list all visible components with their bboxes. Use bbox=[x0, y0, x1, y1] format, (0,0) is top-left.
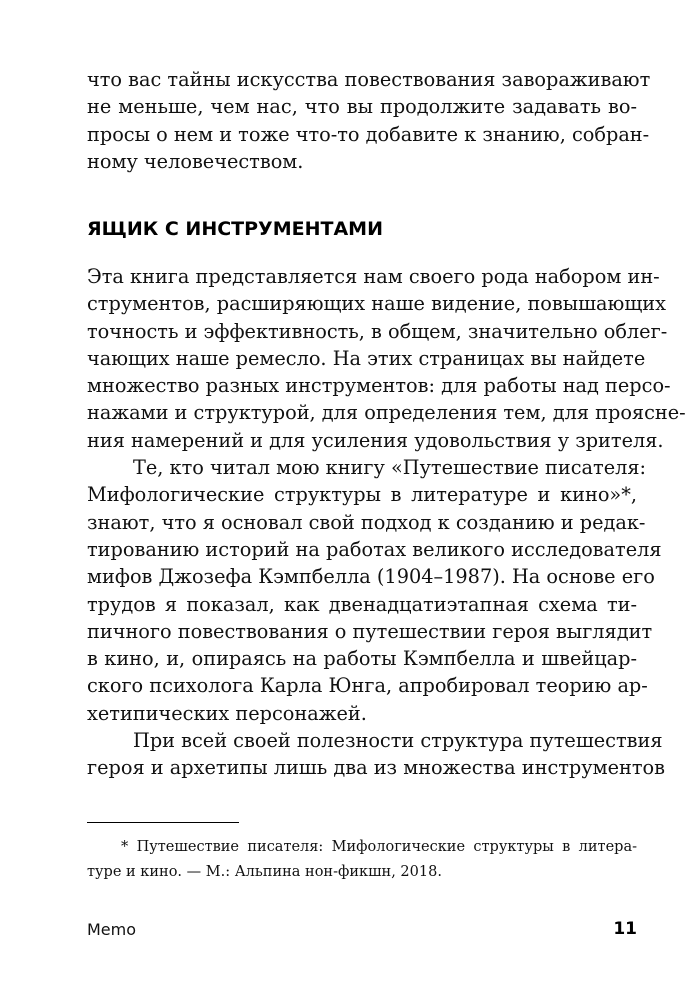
text-line: знают, что я основал свой подход к созданию и редак- bbox=[87, 510, 646, 534]
text-line: ского психолога Карла Юнга, апробировал теорию ар- bbox=[87, 674, 648, 698]
footnote-line: * Путешествие писателя: Мифологические структуры в литера- bbox=[121, 839, 637, 855]
text-line: тированию историй на работах великого исследователя bbox=[87, 537, 662, 561]
text-line: струментов, расширяющих наше видение, повышающих bbox=[87, 292, 666, 316]
text-line: Те, кто читал мою книгу «Путешествие писателя: bbox=[133, 456, 647, 480]
footnote-divider bbox=[87, 822, 239, 823]
text-line: точность и эффективность, в общем, значительно облег- bbox=[87, 319, 668, 343]
continued-paragraph bbox=[87, 66, 651, 175]
running-footer-label: Memo bbox=[87, 920, 137, 939]
text-line: ния намерений и для усиления удовольствия у зрителя. bbox=[87, 428, 664, 452]
text-line: ному человечеством. bbox=[87, 149, 304, 173]
text-line: просы о нем и тоже что-то добавите к знанию, собран- bbox=[87, 122, 650, 146]
text-line: пичного повествования о путешествии героя выглядит bbox=[87, 619, 653, 643]
text-line: нажами и структурой, для определения тем, для проясне- bbox=[87, 401, 686, 425]
section-body bbox=[87, 263, 686, 782]
text-line: При всей своей полезности структура путешествия bbox=[133, 729, 663, 753]
text-line: героя и архетипы лишь два из множества инструментов bbox=[87, 756, 665, 780]
text-line: множество разных инструментов: для работы над персо- bbox=[87, 374, 671, 398]
footnote-line: туре и кино. — М.: Альпина нон-фикшн, 2018. bbox=[87, 864, 442, 880]
footnote bbox=[87, 835, 637, 885]
page-number: 11 bbox=[613, 919, 637, 939]
text-line: хетипических персонажей. bbox=[87, 701, 367, 725]
text-line: что вас тайны искусства повествования завораживают bbox=[87, 68, 651, 91]
text-line: не меньше, чем нас, что вы продолжите задавать во- bbox=[87, 95, 637, 119]
text-line: мифов Джозефа Кэмпбелла (1904–1987). На основе его bbox=[87, 565, 655, 589]
text-line: чающих наше ремесло. На этих страницах вы найдете bbox=[87, 346, 646, 370]
text-line: Мифологические структуры в литературе и кино»*, bbox=[87, 483, 637, 507]
text-line: Эта книга представляется нам своего рода набором ин- bbox=[87, 265, 660, 288]
text-line: в кино, и, опираясь на работы Кэмпбелла и швейцар- bbox=[87, 647, 637, 671]
section-heading: ЯЩИК С ИНСТРУМЕНТАМИ bbox=[87, 218, 383, 240]
text-line: трудов я показал, как двенадцатиэтапная схема ти- bbox=[87, 592, 637, 616]
